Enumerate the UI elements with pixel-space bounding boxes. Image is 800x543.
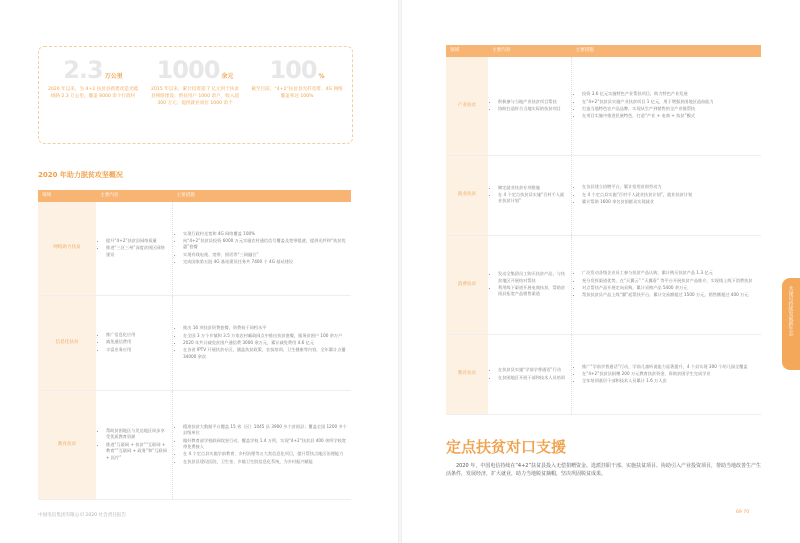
list-item: • 在项目实施中推进民族特色，打造“产业 + 电商 + 扶贫”模式 <box>582 113 757 119</box>
table-row <box>38 391 351 500</box>
row-measures <box>173 202 352 296</box>
list-item: • 在扶贫县实施“学前学普通话”行动 <box>498 367 567 373</box>
right-measures-table <box>446 45 761 415</box>
stat-unit: % <box>318 73 325 80</box>
side-tab-label: 共建可持续发展新生态 <box>787 286 794 336</box>
list-item: • 在 4 个定点县实施学前教育、乡村治理等五大类信息化项目，提升帮扶点地区治理能力 <box>183 451 347 457</box>
list-item: • 提升“4+2”扶贫县网络质量 <box>106 238 168 244</box>
list-item: • 推进“三区三州”深度贫困区网络建设 <box>106 245 168 258</box>
col-header-field: 领域 <box>446 45 488 57</box>
row-measures <box>572 335 762 415</box>
list-item: • 推广信息化应用 <box>106 332 168 338</box>
col-header-measures: 主要措施 <box>572 45 762 57</box>
list-item: • 打造当地特色农产品品牌，实现从生产到销售的全产业链帮扶 <box>582 106 757 112</box>
page-spread-gutter <box>398 0 402 543</box>
stat-unit: 万公里 <box>104 73 123 80</box>
list-item: • 精准扶贫大数据平台覆盖 15 省（区）1045 县 3900 多个贫困县；覆盖全国 1200 多个县级单位 <box>183 424 347 437</box>
list-item: • 在各省 IPTV 开展扶贫专区，涵盖扶贫政策、农技培训、卫生健康等内容，全年累计点播 34000 余次 <box>183 347 347 360</box>
row-category: 网络助力扶贫 <box>38 202 96 296</box>
col-header-measures: 主要措施 <box>173 190 352 202</box>
list-item: • 完成国家第五批 4G 基站建设任务共 7400 个 4G 基站建设 <box>183 259 347 265</box>
col-header-field: 领域 <box>38 190 96 202</box>
row-measures <box>173 391 352 500</box>
left-measures-table <box>38 190 351 500</box>
list-item: • 在 4 个定点县实施“百村千人就业扶贫计划”，就业扶贫计划 <box>582 192 757 198</box>
list-item: • 做好教育部学校联网攻坚行动，覆盖学校 1.4 万所，实现“4+2”扶贫县 400 余所学校宽带免费接入 <box>183 438 347 451</box>
chapter-side-tab[interactable] <box>782 278 800 370</box>
list-item: • 积极参与当地产业扶贫项目帮扶 <box>498 99 567 105</box>
table-row <box>38 296 351 391</box>
list-item: • 2020 年共计减免贫困户通信费 3000 余万元，累计减免费用 4.6 亿元 <box>183 340 347 346</box>
stat-desc: 截至目前，“4+2”扶贫县光纤宽带、4G 网络覆盖率达 100% <box>251 87 343 99</box>
stat-unit: 余元 <box>221 73 234 80</box>
list-item: • 投资 3.6 亿元实施特色产业帮扶项目，助力特色产业发展 <box>582 91 757 97</box>
list-item: • 实现有线电视、宽带、固话等“三网融合” <box>183 252 347 258</box>
list-item: • 充分发挥渠道优势，在“天翼云” “天翼看” 等平台开展扶贫产品推介，实现线上线下消费扶贫 <box>582 278 757 284</box>
page-numbers: 69 70 <box>736 510 750 515</box>
row-measures <box>173 296 352 391</box>
row-category: 产业扶贫 <box>446 57 488 155</box>
row-category: 教育扶贫 <box>446 335 488 415</box>
table-header-row <box>38 190 351 202</box>
list-item: • 在各县建立招聘平台，累计招用贫困劳动力 <box>582 184 757 190</box>
row-content <box>488 235 572 335</box>
table-row <box>38 202 351 296</box>
list-item: • 全年培训基层干部和技术人员累计 1.6 万人次 <box>582 378 757 384</box>
table-header-row <box>446 45 761 57</box>
row-measures <box>572 155 762 235</box>
list-item: • 在全国 3 万个乡镇和 3.5 万家农村邮政网点中推出扶贫套餐，服务贫困户 100 余万户 <box>183 333 347 339</box>
list-item: • 累计帮助 1600 余名贫困群众实现就业 <box>582 199 757 205</box>
table-row <box>446 155 761 235</box>
col-header-content: 主要内容 <box>96 190 173 202</box>
list-item: • 向“4+2”扶贫县投资 6000 万元实施农村通信信号覆盖及宽带提速，提供光纤和“扶贫优惠”套餐 <box>183 238 347 251</box>
row-category: 就业扶贫 <box>446 155 488 235</box>
row-category: 消费扶贫 <box>446 235 488 335</box>
table-row <box>446 335 761 415</box>
stat-coverage <box>247 55 347 100</box>
list-item: • 在扶贫县建设医院、卫生室、乡镇卫生院信息化系统，为乡村振兴赋能 <box>183 459 347 465</box>
table-row <box>446 57 761 155</box>
stat-desc: 2015 年以来，累计投资超 7 亿元用于扶贫县网络建设；帮扶用户 1000 余户，收入超 300 万元；提供就业岗位 1000 余个 <box>150 87 240 106</box>
row-content <box>488 155 572 235</box>
list-item: • 减免通信费用 <box>106 339 168 345</box>
list-item: • 对点帮扶产品开展定向采购，累计采购产品 5400 余万元 <box>582 285 757 291</box>
list-item: • 帮助贫困地区与发达地区同步享受优质教育资源 <box>106 428 168 441</box>
list-item: • 在 4 个定点扶贫县实施“百村千人就业扶贫计划” <box>498 192 567 205</box>
stat-fiber <box>43 55 143 100</box>
list-item: • 发动全集团员工购买扶贫产品，与扶贫地区开展结对帮扶 <box>498 271 567 284</box>
table-row <box>446 235 761 335</box>
col-header-content: 主要内容 <box>488 45 572 57</box>
list-item: • 协助打造符合当地实际的扶贫项目 <box>498 106 567 112</box>
row-category: 教育扶贫 <box>38 391 96 500</box>
list-item: • 推广“学前学普通话”行动，学前儿童听说能力显著提升，4 个县实现 300 个幼儿园全覆盖 <box>582 364 757 370</box>
right-section-title: 定点扶贫对口支援 <box>446 438 567 456</box>
row-content <box>488 57 572 155</box>
row-measures <box>572 57 762 155</box>
list-item: • 在“4+2”扶贫县捐赠 200 万元教育扶贫资金，资助贫困学生完成学业 <box>582 371 757 377</box>
list-item: • 在“4+2”扶贫县实施产业扶贫项目 1 亿元，用于增强贫困地区造血能力 <box>582 99 757 105</box>
stat-value: 100 <box>269 56 317 84</box>
left-section-title: 2020 年助力脱贫攻坚概况 <box>38 171 123 179</box>
list-item: • 推出 16 项扶贫资费套餐，资费低于同档水平 <box>183 325 347 331</box>
stat-value: 1000 <box>156 56 220 84</box>
section-paragraph: 2020 年，中国电信持续在“4+2”扶贫县投入无偿捐赠资金、选派挂职干部、实施扶贫项目、协助引入产业投资项目，帮助当地改善生产生活条件，发展经济，扩大就业，助力当地脱贫摘帽，坚决巩固脱贫成果。 <box>446 463 762 477</box>
list-item: • 推进“互联网 + 扶贫”“互联网 + 教育”“互联网 + 政务”和“互联网 + 医疗” <box>106 442 168 461</box>
list-item: • 广泛发动各级企业员工参与扶贫产品认购，累计购买扶贫产品 1.3 亿元 <box>582 270 757 276</box>
list-item: • 利用线下渠道开展电商扶贫，帮助贫困县拓宽产品销售渠道 <box>498 285 567 298</box>
report-footer: 中国电信集团有限公司 2020 社会责任报告 <box>38 513 127 518</box>
list-item: • 丰富业务应用 <box>106 347 168 353</box>
stat-investment <box>145 55 245 107</box>
key-stats-box <box>38 46 353 144</box>
row-category: 信息化扶贫 <box>38 296 96 391</box>
stat-desc: 2020 年以来，为 4+2 扶贫县新建改造光缆线路 2.3 万公里，覆盖 8000 余个行政村 <box>47 87 139 99</box>
list-item: • 在贫困地区开展干部和技术人员培训 <box>498 375 567 381</box>
row-content <box>488 335 572 415</box>
row-content <box>96 202 173 296</box>
stat-value: 2.3 <box>63 56 103 84</box>
row-content <box>96 391 173 500</box>
list-item: • 实现行政村光宽和 4G 网络覆盖 100% <box>183 231 347 237</box>
list-item: • 制定就业扶贫专项措施 <box>498 185 567 191</box>
row-measures <box>572 235 762 335</box>
row-content <box>96 296 173 391</box>
list-item: • 帮扶扶贫县产品上线“翼”起帮扶平台，累计交易额超过 1500 万元，销售额超过 400 万元 <box>582 292 757 298</box>
